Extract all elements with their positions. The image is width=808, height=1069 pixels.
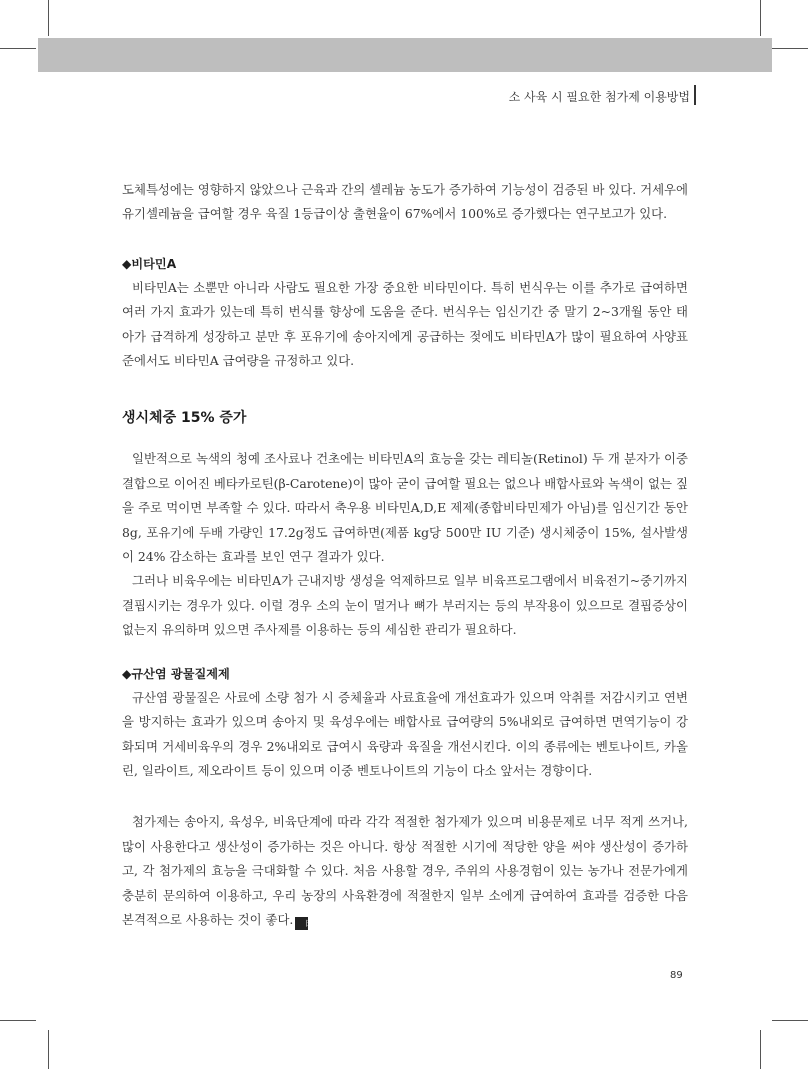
crop-mark xyxy=(0,48,36,49)
paragraph-intro: 도체특성에는 영향하지 않았으나 근육과 간의 셀레늄 농도가 증가하여 기능성이 검증된 바 있다. 거세우에 유기셀레늄을 급여할 경우 육질 1등급이상 출현율이 67%에서 100%로 증가했다는 연구보고가 있다. xyxy=(122,182,688,222)
running-head: 소 사육 시 필요한 첨가제 이용방법 xyxy=(508,90,690,104)
paragraph-vitamin-a: 비타민A는 소뿐만 아니라 사람도 필요한 가장 중요한 비타민이다. 특히 번식우는 이를 추가로 급여하면 여러 가지 효과가 있는데 특히 번식률 향상에 도움을 준다. 번식우는 임신기간 중 말기 2~3개월 동안 태아가 급격하게 성장하고 분만 후 포유기에 송아지에게 공급하는 젖에도 비타민A가 많이 필요하여 사양표준에서도 비타민A 급여량을 규정하고 있다. xyxy=(122,279,688,369)
header-bar xyxy=(38,38,772,72)
crop-mark xyxy=(772,1020,808,1021)
paragraph-silicate: 규산염 광물질은 사료에 소량 첨가 시 증체율과 사료효율에 개선효과가 있으며 악취를 저감시키고 연변을 방지하는 효과가 있으며 송아지 및 육성우에는 배합사료 급여량의 5%내외로 급여하면 면역기능이 강화되며 거세비육우의 경우 2%내외로 급여시 육량과 육질을 개선시킨다. 이의 종류에는 벤토나이트, 카올린, 일라이트, 제오라이트 등이 있으며 이중 벤토나이트의 기능이 다소 앞서는 경향이다. xyxy=(122,689,688,778)
running-head-rule xyxy=(694,85,696,105)
crop-mark xyxy=(48,1030,49,1069)
page-number: 89 xyxy=(670,970,683,981)
paragraph-closing-text: 첨가제는 송아지, 육성우, 비육단계에 따라 각각 적절한 첨가제가 있으며 비용문제로 너무 적게 쓰거나, 많이 사용한다고 생산성이 증가하는 것은 아니다. 항상 적절한 시기에 적당한 양을 써야 생산성이 증가하고, 각 첨가제의 효능을 극대화할 수 있다. 처음 사용할 경우, 주위의 사용경험이 있는 농가나 전문가에게 충분히 문의하여 이용하고, 우리 농장의 사육환경에 적절한지 일부 소에게 급여하여 효과를 검증한 다음 본격적으로 사용하는 것이 좋다. xyxy=(122,814,688,927)
paragraph-weight-2: 그러나 비육우에는 비타민A가 근내지방 생성을 억제하므로 일부 비육프로그램에서 비육전기~중기까지 결핍시키는 경우가 있다. 이럴 경우 소의 눈이 멀거나 뼈가 부러지는 등의 부작용이 있으므로 결핍증상이 없는지 유의하며 있으면 주사제를 이용하는 등의 세심한 관리가 필요하다. xyxy=(122,573,688,638)
crop-mark xyxy=(0,1020,36,1021)
paragraph-weight-1: 일반적으로 녹색의 청예 조사료나 건초에는 비타민A의 효능을 갖는 레티놀(Retinol) 두 개 분자가 이중결합으로 이어진 베타카로틴(β-Carotene)이 많아 굳이 급여할 필요는 없으나 배합사료와 녹색이 없는 짚을 주로 먹이면 부족할 수 있다. 따라서 축우용 비타민A,D,E 제제(종합비타민제가 아님)를 임신기간 동안 8g, 포유기에 두배 가량인 17.2g정도 급여하면(제품 kg당 500만 IU 기준) 생시체중이 15%, 설사발생이 24% 감소하는 효과를 보인 연구 결과가 있다. xyxy=(122,451,688,565)
section-title-weight: 생시체중 15% 증가 xyxy=(122,410,247,427)
heading-silicate: ◆규산염 광물질제제 xyxy=(122,666,230,681)
crop-mark xyxy=(760,1030,761,1069)
crop-mark xyxy=(760,0,761,36)
heading-vitamin-a: ◆비타민A xyxy=(122,256,177,271)
paragraph-closing xyxy=(122,810,688,932)
crop-mark xyxy=(772,48,808,49)
page-content xyxy=(122,178,688,932)
end-mark-icon: 田 xyxy=(295,917,308,930)
crop-mark xyxy=(48,0,49,36)
